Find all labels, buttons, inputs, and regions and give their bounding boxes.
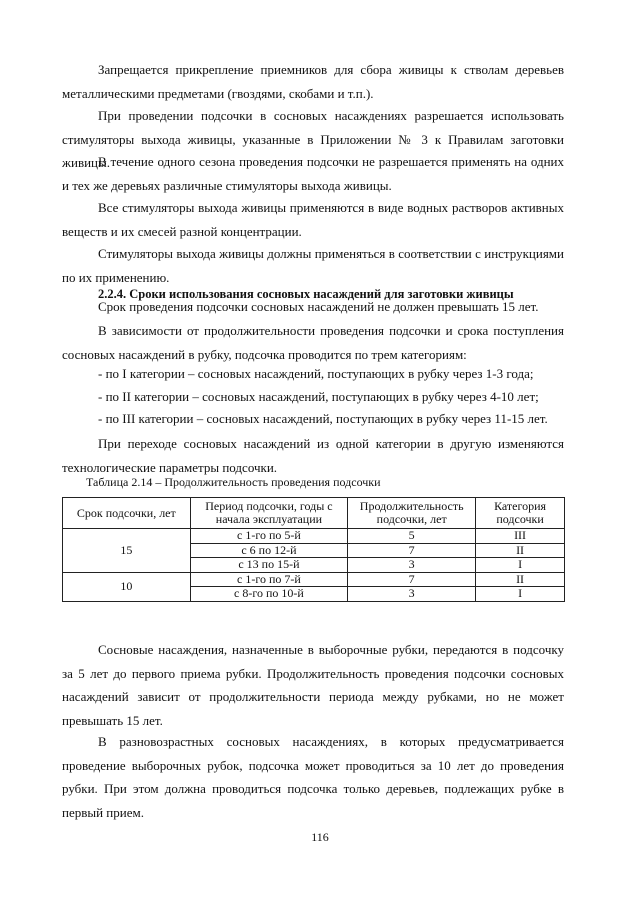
header-category: Категория подсочки [476, 498, 565, 529]
paragraph-fastening-ban: Запрещается прикрепление приемников для сбора живицы к стволам деревьев металлическими предметами (гвоздями, скобами и т.п.). [62, 62, 564, 101]
header-period: Период подсочки, годы с начала эксплуатации [190, 498, 348, 529]
table-row [63, 529, 565, 544]
paragraph-uneven-aged: В разновозрастных сосновых насаждениях, в которых предусматривается проведение выборочных рубок, подсочка может проводиться за 10 лет до проведения рубки. При этом должна проводиться подсочка только деревьев, подлежащих рубке в первый прием. [62, 734, 564, 820]
list-item-category-1: - по I категории – сосновых насаждений, поступающих в рубку через 1-3 года; [98, 366, 534, 381]
cell-period: с 1-го по 5-й [190, 529, 348, 544]
cell-period: с 13 по 15-й [190, 558, 348, 573]
paragraph-category-change: При переходе сосновых насаждений из одной категории в другую изменяются технологические параметры подсочки. [62, 436, 564, 475]
cell-category: I [476, 558, 565, 573]
table-row [63, 572, 565, 587]
cell-term: 15 [63, 529, 191, 573]
cell-duration: 3 [348, 587, 476, 602]
cell-period: с 6 по 12-й [190, 543, 348, 558]
cell-period: с 1-го по 7-й [190, 572, 348, 587]
header-duration: Продолжительность подсочки, лет [348, 498, 476, 529]
table-caption: Таблица 2.14 – Продолжительность проведения подсочки [86, 475, 381, 489]
header-term: Срок подсочки, лет [63, 498, 191, 529]
cell-category: I [476, 587, 565, 602]
paragraph-one-season: В течение одного сезона проведения подсочки не разрешается применять на одних и тех же деревьях различные стимуляторы выхода живицы. [62, 154, 564, 193]
paragraph-stimulators-allowed: При проведении подсочки в сосновых насаждениях разрешается использовать стимуляторы выхода живицы, указанные в Приложении № 3 к Правилам заготовки живицы. [62, 108, 564, 170]
cell-period: с 8-го по 10-й [190, 587, 348, 602]
paragraph-max-term: Срок проведения подсочки сосновых насаждений не должен превышать 15 лет. [98, 299, 539, 314]
paragraph-categories-intro: В зависимости от продолжительности проведения подсочки и срока поступления сосновых насаждений в рубку, подсочка проводится по трем категориям: [62, 323, 564, 362]
list-item-category-2: - по II категории – сосновых насаждений, поступающих в рубку через 4-10 лет; [98, 389, 539, 404]
paragraph-instructions: Стимуляторы выхода живицы должны применяться в соответствии с инструкциями по их применению. [62, 246, 564, 285]
cell-duration: 3 [348, 558, 476, 573]
cell-duration: 7 [348, 543, 476, 558]
cell-category: II [476, 543, 565, 558]
section-heading: 2.2.4. Сроки использования сосновых насаждений для заготовки живицы [98, 287, 514, 301]
cell-category: II [476, 572, 565, 587]
cell-term: 10 [63, 572, 191, 601]
paragraph-selective-felling: Сосновые насаждения, назначенные в выборочные рубки, передаются в подсочку за 5 лет до первого приема рубки. Продолжительность проведения подсочки сосновых насаждений зависит от продолжительности периода между рубками, но не может превышать 15 лет. [62, 642, 564, 728]
cell-duration: 5 [348, 529, 476, 544]
table-header-row [63, 498, 565, 529]
cell-duration: 7 [348, 572, 476, 587]
cell-category: III [476, 529, 565, 544]
list-item-category-3: - по III категории – сосновых насаждений, поступающих в рубку через 11-15 лет. [98, 411, 548, 426]
page-number: 116 [311, 830, 329, 844]
tapping-duration-table [62, 497, 565, 602]
paragraph-water-solutions: Все стимуляторы выхода живицы применяются в виде водных растворов активных веществ и их смесей разной концентрации. [62, 200, 564, 239]
